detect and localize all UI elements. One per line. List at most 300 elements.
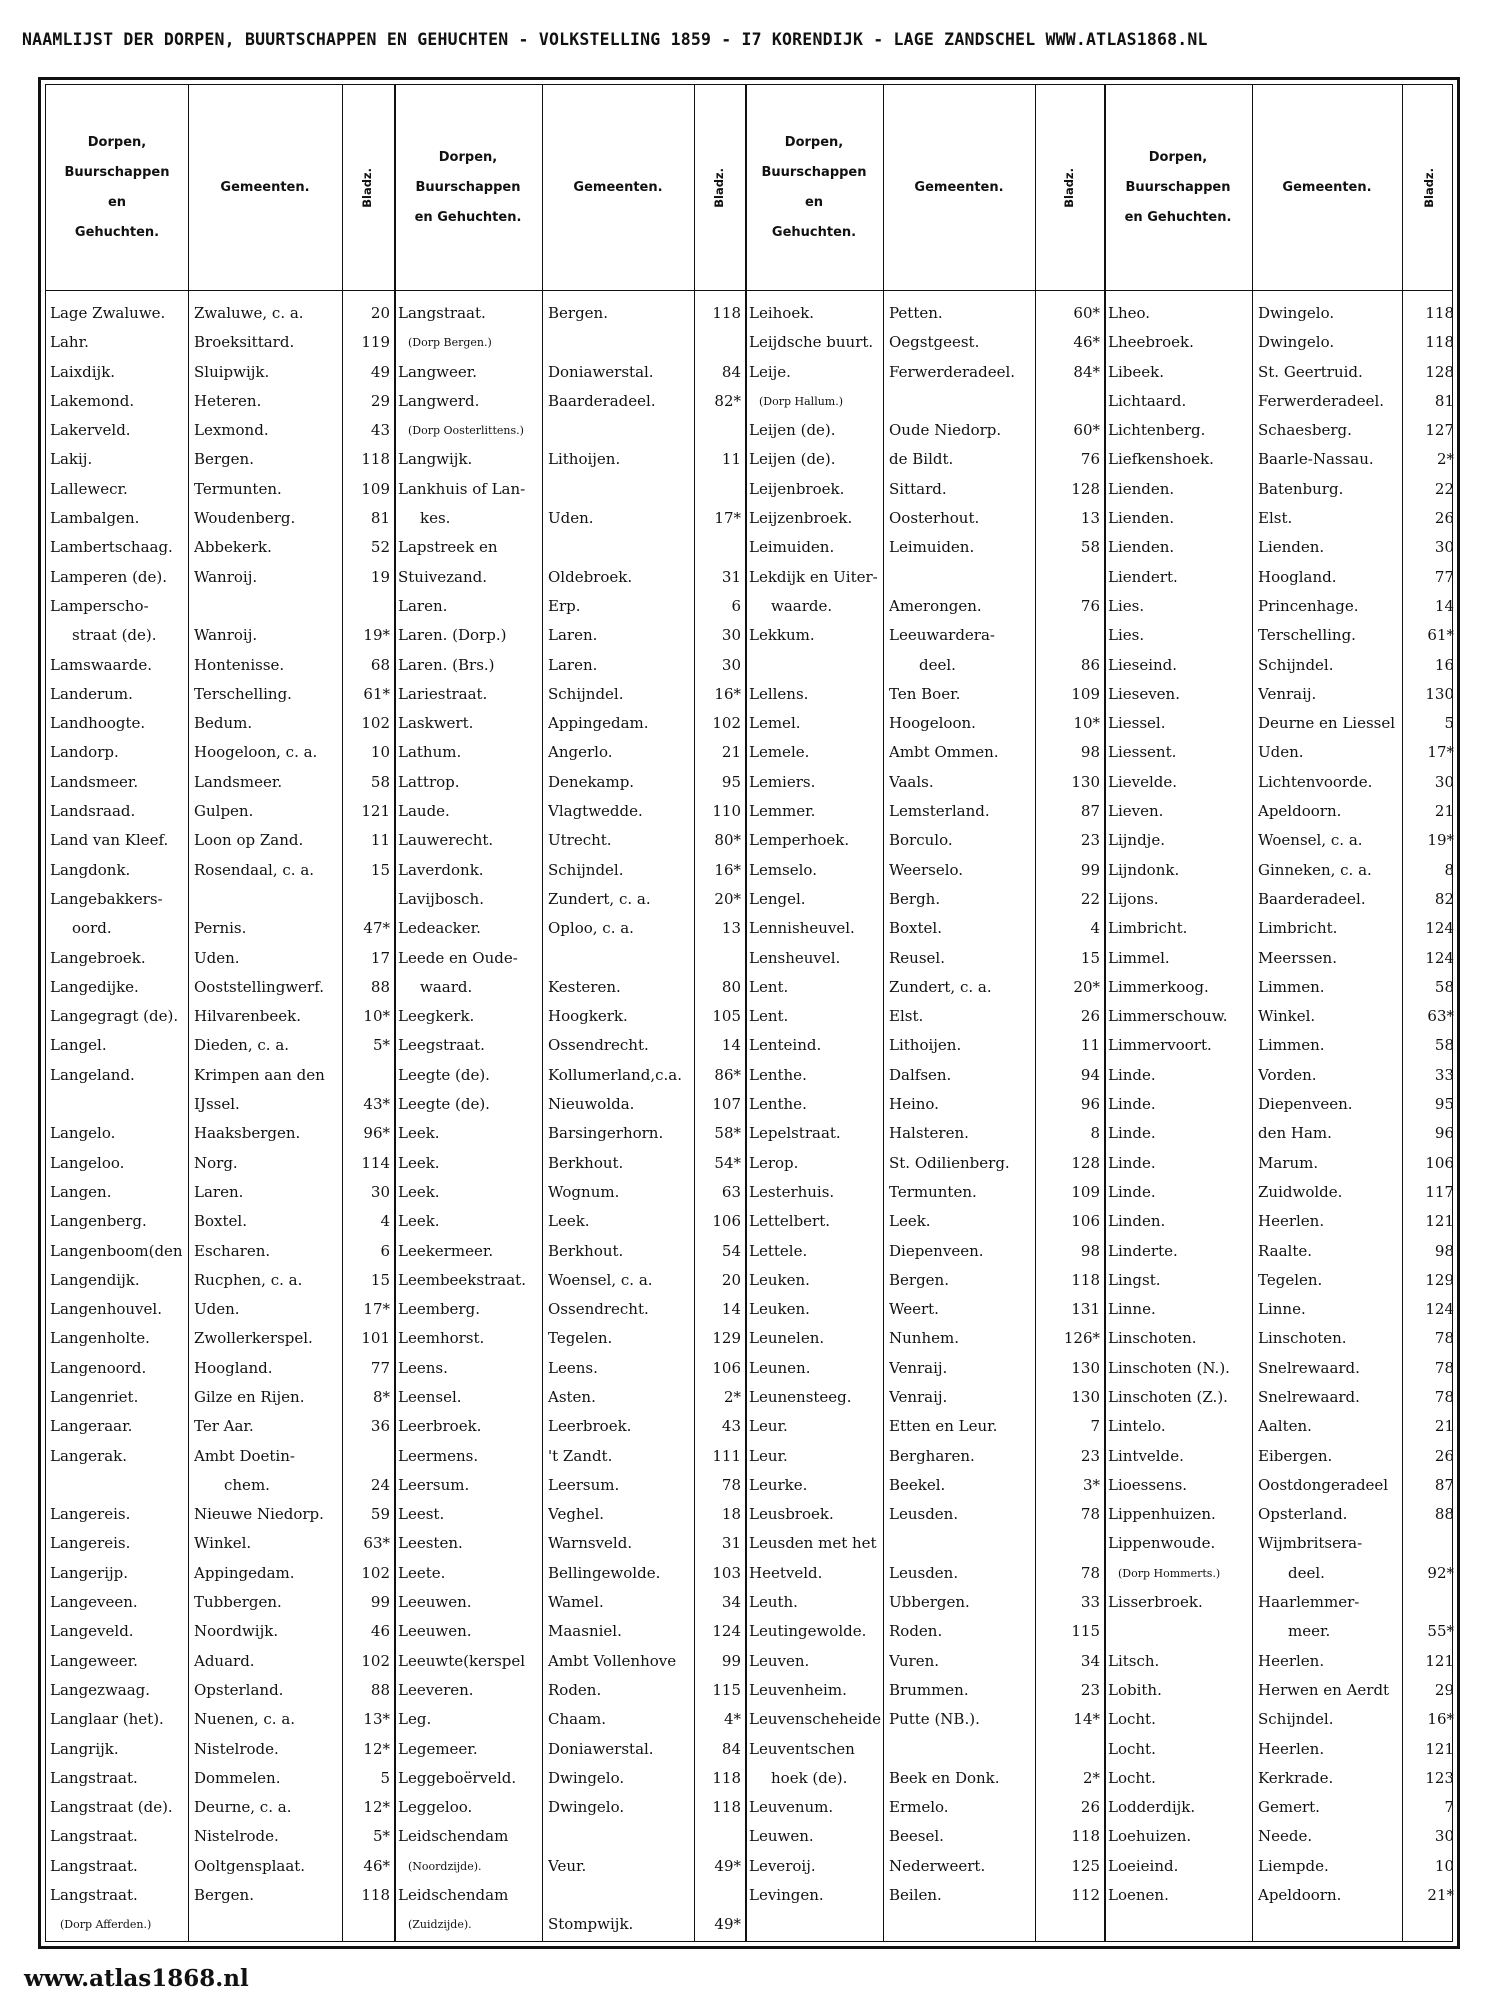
municipality: Nederweert. <box>889 1856 986 1875</box>
place-name: Lienden. <box>1108 509 1175 528</box>
place-name: Lippenhuizen. <box>1108 1505 1216 1524</box>
page-number: 124 <box>712 1622 741 1641</box>
place-name: Lemperhoek. <box>749 831 850 850</box>
place-name: Locht. <box>1108 1768 1156 1787</box>
page-number: 87 <box>1080 802 1100 821</box>
place-name: Leek. <box>398 1182 440 1201</box>
page-number: 106 <box>712 1212 741 1231</box>
table-row <box>1104 1031 1458 1060</box>
page-number: 111 <box>712 1446 741 1465</box>
place-name: Langstraat. <box>50 1768 138 1787</box>
page-number: 10 <box>370 743 390 762</box>
municipality: Hoogkerk. <box>548 1007 628 1026</box>
municipality: Uden. <box>548 509 594 528</box>
place-name: Laren. (Brs.) <box>398 655 495 674</box>
table-row <box>46 299 394 328</box>
municipality: Batenburg. <box>1258 479 1344 498</box>
page-number: 14* <box>1073 1710 1100 1729</box>
table-row <box>394 826 745 855</box>
page-number: 80* <box>714 831 741 850</box>
table-row <box>394 1266 745 1295</box>
municipality: Schijndel. <box>1258 655 1334 674</box>
place-name: Leede en Oude- <box>398 948 518 967</box>
table-row <box>46 1119 394 1148</box>
municipality: Rucphen, c. a. <box>194 1270 303 1289</box>
municipality: Appingedam. <box>194 1563 295 1582</box>
table-row <box>1104 1266 1458 1295</box>
table-row <box>1104 1822 1458 1851</box>
page-number: 24 <box>370 1475 390 1494</box>
page-number: 106 <box>712 1358 741 1377</box>
table-row <box>394 1822 745 1851</box>
table-row <box>46 1705 394 1734</box>
municipality: Terschelling. <box>1258 626 1356 645</box>
municipality: Termunten. <box>889 1182 977 1201</box>
place-name: Linschoten (Z.). <box>1108 1387 1228 1406</box>
table-row <box>394 1354 745 1383</box>
municipality: Leerbroek. <box>548 1417 632 1436</box>
table-row <box>46 1324 394 1353</box>
place-name: Langebakkers- <box>50 889 163 908</box>
page-number: 63 <box>721 1182 741 1201</box>
place-name: Langerijp. <box>50 1563 129 1582</box>
municipality: Baarle-Nassau. <box>1258 450 1374 469</box>
place-name: Leusden met het <box>749 1534 877 1553</box>
table-row <box>46 358 394 387</box>
municipality: Diepenveen. <box>1258 1095 1353 1114</box>
page-number: 98 <box>1080 1241 1100 1260</box>
page-number: 11 <box>370 831 390 850</box>
table-row <box>745 1647 1104 1676</box>
page-number: 96 <box>1434 1124 1454 1143</box>
municipality: Raalte. <box>1258 1241 1312 1260</box>
municipality: Leusden. <box>889 1563 959 1582</box>
municipality: Zwaluwe, c. a. <box>194 304 304 322</box>
place-name: Leije. <box>749 362 791 381</box>
table-row <box>745 1354 1104 1383</box>
municipality: Winkel. <box>1258 1007 1316 1026</box>
place-name: Leutingewolde. <box>749 1622 867 1641</box>
page-number: 78 <box>1434 1358 1454 1377</box>
table-row <box>745 1090 1104 1119</box>
page-number: 106 <box>1425 1153 1454 1172</box>
page-number: 102 <box>361 714 390 733</box>
table-row <box>1104 738 1458 767</box>
place-name: Leensel. <box>398 1387 462 1406</box>
table-row <box>745 1149 1104 1178</box>
table-row <box>745 1559 1104 1588</box>
place-name: Lettele. <box>749 1241 808 1260</box>
place-name: Leunensteeg. <box>749 1387 852 1406</box>
place-name: Lettelbert. <box>749 1212 831 1231</box>
table-row <box>46 475 394 504</box>
place-name: hoek (de). <box>771 1768 848 1787</box>
municipality: Woudenberg. <box>194 509 296 528</box>
table-row <box>745 973 1104 1002</box>
page-number: 81 <box>370 509 390 528</box>
place-name: Leembeekstraat. <box>398 1270 526 1289</box>
page-number: 76 <box>1080 596 1100 615</box>
page-number: 130 <box>1071 772 1100 791</box>
municipality: Opsterland. <box>1258 1505 1348 1524</box>
place-name: Langenoord. <box>50 1358 147 1377</box>
table-row <box>394 1559 745 1588</box>
table-row <box>1104 1002 1458 1031</box>
municipality: Weert. <box>889 1300 939 1319</box>
table-row <box>1104 563 1458 592</box>
municipality: Opsterland. <box>194 1680 284 1699</box>
place-name: Lievelde. <box>1108 772 1178 791</box>
municipality: Lithoijen. <box>548 450 621 469</box>
place-name: Lioessens. <box>1108 1475 1188 1494</box>
page-number: 121 <box>1425 1739 1454 1758</box>
page-number: 110 <box>712 802 741 821</box>
table-row <box>745 387 1104 416</box>
place-name: Leerbroek. <box>398 1417 482 1436</box>
municipality: Deurne en Liessel <box>1258 714 1396 733</box>
municipality: Bergharen. <box>889 1446 975 1465</box>
place-name: Limbricht. <box>1108 919 1188 938</box>
place-name: Liessel. <box>1108 714 1166 733</box>
table-row <box>46 563 394 592</box>
page-number: 88 <box>1434 1505 1454 1524</box>
page-number: 102 <box>361 1651 390 1670</box>
municipality: Vlagtwedde. <box>548 802 643 821</box>
table-row <box>394 856 745 885</box>
table-row <box>745 1002 1104 1031</box>
place-name: Leek. <box>398 1124 440 1143</box>
page-number: 130 <box>1425 684 1454 703</box>
municipality: Vaals. <box>889 772 934 791</box>
page-number: 20 <box>370 304 390 322</box>
municipality: Nistelrode. <box>194 1739 279 1758</box>
municipality: Berkhout. <box>548 1241 624 1260</box>
page-number: 78 <box>1080 1505 1100 1524</box>
page-number: 21 <box>1434 1417 1454 1436</box>
page-number: 109 <box>1071 684 1100 703</box>
page-number: 109 <box>361 479 390 498</box>
place-name: Lieseven. <box>1108 684 1180 703</box>
municipality: Dalfsen. <box>889 1065 952 1084</box>
place-name: Linschoten (N.). <box>1108 1358 1230 1377</box>
place-name: waarde. <box>771 596 833 615</box>
municipality: Leusden. <box>889 1505 959 1524</box>
table-row <box>46 709 394 738</box>
table-row <box>1104 1471 1458 1500</box>
place-name: Leeuwte(kerspel <box>398 1651 526 1670</box>
municipality: Zundert, c. a. <box>548 889 651 908</box>
table-row <box>745 1207 1104 1236</box>
municipality: Oldebroek. <box>548 567 633 586</box>
page-number: 96 <box>1080 1095 1100 1114</box>
page-number: 121 <box>1425 1651 1454 1670</box>
page-number: 78 <box>1434 1329 1454 1348</box>
page-number: 109 <box>1071 1182 1100 1201</box>
table-row <box>745 1383 1104 1412</box>
page-number: 5* <box>372 1827 390 1846</box>
page-number: 46* <box>1073 333 1100 352</box>
municipality: Leek. <box>548 1212 590 1231</box>
table-row <box>745 1881 1104 1910</box>
table-row <box>745 416 1104 445</box>
place-name: Liessent. <box>1108 743 1177 762</box>
page-number: 30 <box>721 655 741 674</box>
table-row <box>46 768 394 797</box>
table-row <box>745 1793 1104 1822</box>
municipality: Kesteren. <box>548 977 621 996</box>
page-number: 14 <box>721 1036 741 1055</box>
page-number: 46* <box>363 1856 390 1875</box>
page-number: 118 <box>361 450 390 469</box>
table-row <box>394 1237 745 1266</box>
place-name: Leek. <box>398 1212 440 1231</box>
place-name: Limmerkoog. <box>1108 977 1209 996</box>
place-name: Leunen. <box>749 1358 811 1377</box>
table-row <box>1104 1412 1458 1441</box>
table-row <box>1104 1676 1458 1705</box>
place-name: Leuwen. <box>749 1827 814 1846</box>
page-number: 99 <box>721 1651 741 1670</box>
page-number: 78 <box>1080 1563 1100 1582</box>
table-row <box>745 914 1104 943</box>
place-name: Landerum. <box>50 684 133 703</box>
table-row <box>1104 1588 1458 1617</box>
row-list <box>1104 299 1458 1910</box>
place-name: Langeveld. <box>50 1622 134 1641</box>
table-row <box>46 1588 394 1617</box>
place-name: Langenholte. <box>50 1329 150 1348</box>
table-row <box>1104 533 1458 562</box>
municipality: Schaesberg. <box>1258 421 1352 440</box>
page-number: 7 <box>1090 1417 1100 1436</box>
page-number: 19* <box>363 626 390 645</box>
municipality: deel. <box>1288 1563 1325 1582</box>
page-number: 58 <box>370 772 390 791</box>
place-name: Linde. <box>1108 1182 1156 1201</box>
page-number: 7 <box>1444 1798 1454 1817</box>
header-dorpen: Dorpen, Buurschappen en Gehuchten. <box>761 134 867 240</box>
place-name: Liendert. <box>1108 567 1178 586</box>
place-name: Lathum. <box>398 743 462 762</box>
page-number: 15 <box>370 1270 390 1289</box>
place-name: Leur. <box>749 1417 788 1436</box>
page-number: 30 <box>1434 1827 1454 1846</box>
place-name: Landorp. <box>50 743 119 762</box>
place-name: Linde. <box>1108 1065 1156 1084</box>
municipality: deel. <box>919 655 956 674</box>
table-row <box>1104 826 1458 855</box>
municipality: Winkel. <box>194 1534 252 1553</box>
table-row <box>1104 1500 1458 1529</box>
place-name: Linden. <box>1108 1212 1166 1231</box>
place-name: Lemselo. <box>749 860 817 879</box>
page-number: 5 <box>1444 714 1454 733</box>
municipality: Leimuiden. <box>889 538 975 557</box>
place-name: Langen. <box>50 1182 112 1201</box>
table-row <box>745 533 1104 562</box>
table-row <box>46 1881 394 1910</box>
municipality: Bellingewolde. <box>548 1563 661 1582</box>
page-number: 2* <box>723 1387 741 1406</box>
page-number: 128 <box>1425 362 1454 381</box>
table-row <box>46 1910 394 1939</box>
municipality: Nunhem. <box>889 1329 959 1348</box>
header-bladz-label: Bladz. <box>1061 167 1076 208</box>
page-number: 54 <box>721 1241 741 1260</box>
page-number: 58 <box>1434 1036 1454 1055</box>
page-number: 16* <box>714 684 741 703</box>
table-row <box>46 797 394 826</box>
page-number: 13 <box>721 919 741 938</box>
municipality: Dwingelo. <box>548 1768 625 1787</box>
table-row <box>46 1266 394 1295</box>
page-number: 130 <box>1071 1358 1100 1377</box>
place-name: Loenen. <box>1108 1886 1169 1905</box>
place-name: Leegte (de). <box>398 1065 490 1084</box>
municipality: Oploo, c. a. <box>548 919 634 938</box>
table-row <box>46 533 394 562</box>
page-number: 124 <box>1425 1300 1454 1319</box>
page-number: 129 <box>1425 1270 1454 1289</box>
page-number: 10* <box>363 1007 390 1026</box>
place-name: Lienden. <box>1108 479 1175 498</box>
place-name: Lheo. <box>1108 304 1151 322</box>
table-row <box>1104 387 1458 416</box>
table-row <box>46 1617 394 1646</box>
place-name: Lenthe. <box>749 1065 807 1084</box>
table-row <box>1104 914 1458 943</box>
table-row <box>1104 1793 1458 1822</box>
page-number: 115 <box>1071 1622 1100 1641</box>
table-row <box>46 1500 394 1529</box>
municipality: Wognum. <box>548 1182 620 1201</box>
page-number: 80 <box>721 977 741 996</box>
municipality: Stompwijk. <box>548 1915 634 1934</box>
place-name: Lent. <box>749 977 789 996</box>
place-name: kes. <box>420 509 451 528</box>
table-body <box>45 84 1453 1942</box>
municipality: Ambt Vollenhove <box>548 1651 677 1670</box>
place-name: Langeraar. <box>50 1417 133 1436</box>
municipality: Ferwerderadeel. <box>1258 391 1385 410</box>
place-name: Lepelstraat. <box>749 1124 841 1143</box>
table-row <box>745 1266 1104 1295</box>
place-name: Linde. <box>1108 1124 1156 1143</box>
table-row <box>394 738 745 767</box>
municipality: Hontenisse. <box>194 655 285 674</box>
page-number: 16* <box>1427 1710 1454 1729</box>
place-name: Leest. <box>398 1505 445 1524</box>
page-number: 99 <box>1080 860 1100 879</box>
table-row <box>1104 504 1458 533</box>
place-name: Leemhorst. <box>398 1329 485 1348</box>
place-name: Leuken. <box>749 1300 810 1319</box>
municipality: Heino. <box>889 1095 939 1114</box>
place-name: Limmerschouw. <box>1108 1007 1228 1026</box>
place-name: Lennisheuvel. <box>749 919 855 938</box>
page-number: 78 <box>1434 1387 1454 1406</box>
municipality: Utrecht. <box>548 831 612 850</box>
place-name: Leeveren. <box>398 1680 474 1699</box>
place-name: Lijons. <box>1108 889 1159 908</box>
place-name: Leveroij. <box>749 1856 816 1875</box>
table-row <box>46 1676 394 1705</box>
place-name: Langstraat. <box>398 304 486 322</box>
table-row <box>745 1237 1104 1266</box>
place-name: Lambalgen. <box>50 509 140 528</box>
municipality: Lemsterland. <box>889 802 990 821</box>
municipality: Dwingelo. <box>548 1798 625 1817</box>
municipality: Kerkrade. <box>1258 1768 1334 1787</box>
place-name: Langwerd. <box>398 391 480 410</box>
header-bladz <box>1035 85 1104 290</box>
municipality: Warnsveld. <box>548 1534 633 1553</box>
municipality: Vorden. <box>1258 1065 1317 1084</box>
table-row <box>745 709 1104 738</box>
place-name: Leurke. <box>749 1475 808 1494</box>
page-number: 58 <box>1434 977 1454 996</box>
table-row <box>1104 1090 1458 1119</box>
place-name: Loehuizen. <box>1108 1827 1192 1846</box>
municipality: Berkhout. <box>548 1153 624 1172</box>
table-row <box>46 1178 394 1207</box>
table-row <box>1104 1852 1458 1881</box>
table-row <box>1104 328 1458 357</box>
municipality: Beek en Donk. <box>889 1768 1000 1787</box>
place-name: Laverdonk. <box>398 860 484 879</box>
municipality: Uden. <box>1258 743 1304 762</box>
municipality: Gilze en Rijen. <box>194 1387 305 1406</box>
page-number: 99 <box>370 1593 390 1612</box>
page-number: 95 <box>1434 1095 1454 1114</box>
place-name: Lekdijk en Uiter- <box>749 567 878 586</box>
page-number: 118 <box>712 304 741 322</box>
page-number: 52 <box>370 538 390 557</box>
page-number: 92* <box>1427 1563 1454 1582</box>
place-name: Lieseind. <box>1108 655 1178 674</box>
place-name: Lesterhuis. <box>749 1182 835 1201</box>
municipality: Limbricht. <box>1258 919 1338 938</box>
page-number: 6 <box>380 1241 390 1260</box>
page-number: 21 <box>1434 802 1454 821</box>
page-number: 76 <box>1080 450 1100 469</box>
page-number: 98 <box>1080 743 1100 762</box>
place-name: Lintvelde. <box>1108 1446 1184 1465</box>
place-name: Lheebroek. <box>1108 333 1194 352</box>
page-number: 22 <box>1080 889 1100 908</box>
page-number: 126* <box>1063 1329 1100 1348</box>
page-number: 12* <box>363 1798 390 1817</box>
table-row <box>1104 1237 1458 1266</box>
page-number: 84 <box>721 1739 741 1758</box>
table-row <box>394 1676 745 1705</box>
page-number: 125 <box>1071 1856 1100 1875</box>
table-row <box>1104 768 1458 797</box>
municipality: Elst. <box>1258 509 1293 528</box>
municipality: 't Zandt. <box>548 1446 613 1465</box>
page-number: 61* <box>363 684 390 703</box>
table-row <box>394 504 745 533</box>
place-name: Legemeer. <box>398 1739 478 1758</box>
page-number: 12* <box>363 1739 390 1758</box>
place-name: Lahr. <box>50 333 89 352</box>
page-number: 15 <box>370 860 390 879</box>
municipality: Oude Niedorp. <box>889 421 1002 440</box>
municipality: Norg. <box>194 1153 238 1172</box>
page-number: 15 <box>1080 948 1100 967</box>
place-name: Leihoek. <box>749 304 815 322</box>
table-row <box>394 1149 745 1178</box>
